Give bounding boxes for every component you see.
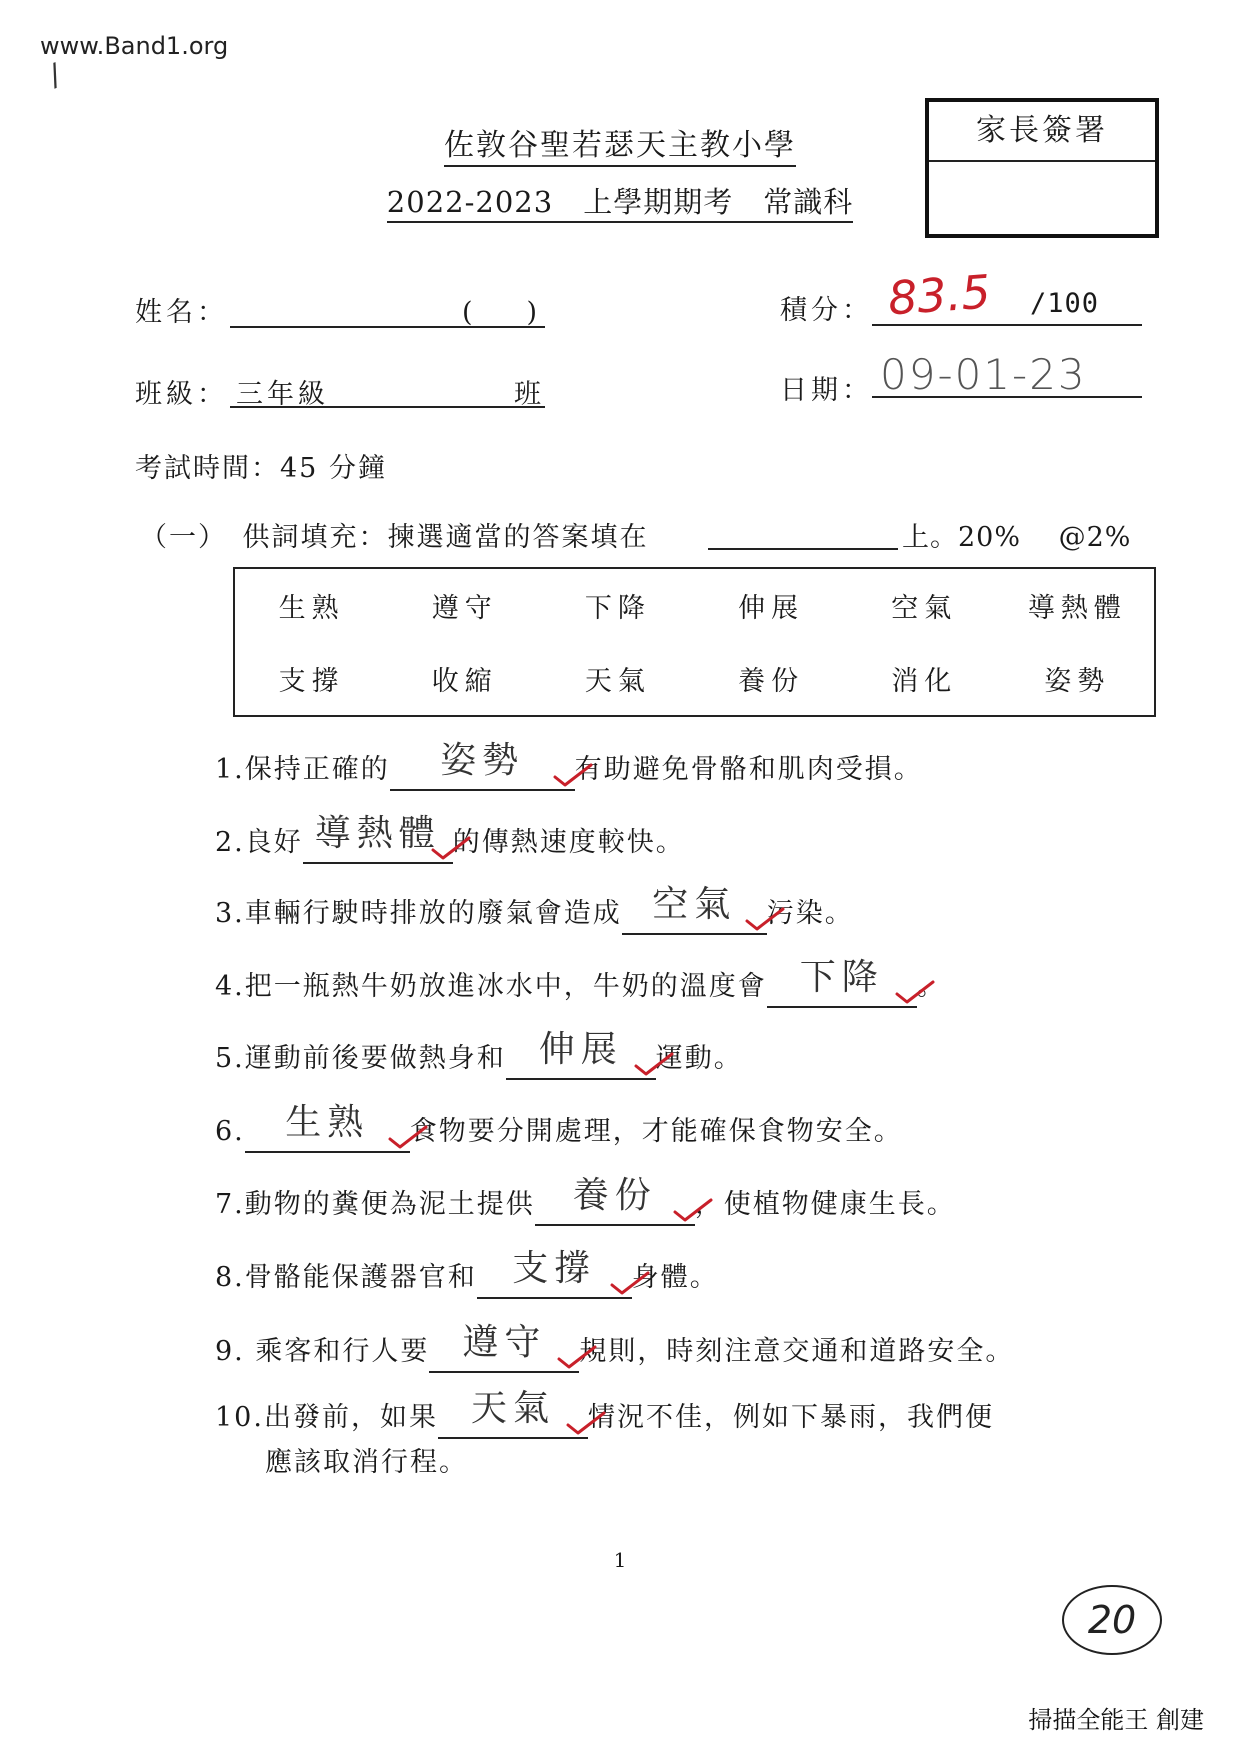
section1-title: （一） 供詞填充：揀選適當的答案填在 xyxy=(140,522,649,553)
question-number: 3. xyxy=(215,898,245,929)
watermark: www.Band1.org xyxy=(40,32,229,60)
exam-duration: 考試時間：45 分鐘 xyxy=(135,453,387,484)
red-check-mark xyxy=(895,980,935,1004)
question-number: 9. xyxy=(215,1336,245,1367)
question-text-before: 把一瓶熱牛奶放進冰水中，牛奶的溫度會 xyxy=(244,971,767,1002)
handwritten-answer: 姿勢 xyxy=(440,740,525,781)
answer-blank[interactable] xyxy=(245,1100,410,1153)
exam-title: 2022-2023 上學期期考 常識科 xyxy=(0,180,1240,221)
class-number-paren: ( ) xyxy=(462,297,538,328)
word-bank-item: 伸展 xyxy=(738,593,805,624)
red-check-mark xyxy=(610,1271,650,1295)
handwritten-answer: 下降 xyxy=(799,957,884,998)
word-bank-item: 遵守 xyxy=(431,593,498,624)
question-text-before: 保持正確的 xyxy=(244,754,390,785)
question-text-after: 。 xyxy=(916,971,946,1002)
parent-signature-label: 家長簽署 xyxy=(929,102,1155,162)
question-text-before: 車輛行駛時排放的廢氣會造成 xyxy=(244,898,622,929)
question-9 xyxy=(215,1320,1014,1373)
page-number: 1 xyxy=(613,1548,627,1572)
question-number: 7. xyxy=(215,1189,245,1220)
question-text-before: 良好 xyxy=(244,827,303,858)
question-7 xyxy=(215,1173,956,1226)
handwritten-answer: 空氣 xyxy=(652,884,737,925)
question-text-before: 運動前後要做熱身和 xyxy=(244,1043,506,1074)
question-text-before: 出發前，如果 xyxy=(263,1402,438,1433)
red-check-mark xyxy=(566,1411,606,1435)
red-check-mark xyxy=(673,1198,713,1222)
class-suffix: 班 xyxy=(514,379,545,410)
question-number: 2. xyxy=(215,827,245,858)
answer-blank[interactable] xyxy=(477,1246,632,1299)
score-label: 積分： xyxy=(780,295,873,326)
section-score-circle: 20 xyxy=(1062,1585,1162,1655)
handwritten-answer: 支撐 xyxy=(512,1248,597,1289)
class-label: 班級： xyxy=(135,379,228,410)
scanner-watermark: 掃描全能王 創建 xyxy=(1028,1706,1204,1734)
answer-blank[interactable] xyxy=(438,1386,588,1439)
question-text-after: ，使植物健康生長。 xyxy=(694,1189,956,1220)
handwritten-answer: 天氣 xyxy=(470,1388,555,1429)
red-check-mark xyxy=(745,907,785,931)
red-check-mark xyxy=(431,836,471,860)
question-number: 1. xyxy=(215,754,245,785)
date-label: 日期： xyxy=(780,375,873,406)
question-text-after: 污染。 xyxy=(766,898,854,929)
question-6 xyxy=(215,1100,903,1153)
word-bank-item: 生熟 xyxy=(278,593,345,624)
question-10 xyxy=(215,1386,994,1439)
question-number: 6. xyxy=(215,1116,245,1147)
score-value: 83.5 xyxy=(886,264,993,326)
red-check-mark xyxy=(553,763,593,787)
word-bank-item: 天氣 xyxy=(584,666,651,697)
handwritten-answer: 伸展 xyxy=(538,1029,623,1070)
date-value: 09-01-23 xyxy=(880,350,1087,399)
word-bank-item: 空氣 xyxy=(891,593,958,624)
handwritten-answer: 遵守 xyxy=(462,1322,547,1363)
question-number: 5. xyxy=(215,1043,245,1074)
handwritten-answer: 導熱體 xyxy=(314,813,441,854)
school-name: 佐敦谷聖若瑟天主教小學 xyxy=(0,120,1240,164)
question-3 xyxy=(215,882,854,935)
question-text-after: 運動。 xyxy=(655,1043,743,1074)
word-bank-item: 消化 xyxy=(891,666,958,697)
question-text-before: 乘客和行人要 xyxy=(244,1336,430,1367)
red-check-mark xyxy=(634,1052,674,1076)
class-value: 三年級 xyxy=(236,379,329,410)
word-bank-item: 姿勢 xyxy=(1044,666,1111,697)
red-check-mark xyxy=(388,1125,428,1149)
answer-blank[interactable] xyxy=(767,955,917,1008)
question-text-after: 身體。 xyxy=(631,1262,719,1293)
pen-mark: / xyxy=(44,57,66,94)
handwritten-answer: 生熟 xyxy=(285,1102,370,1143)
question-text-after: 的傳熱速度較快。 xyxy=(452,827,685,858)
question-number: 10. xyxy=(215,1402,264,1433)
question-1 xyxy=(215,738,923,791)
section1-title-blank xyxy=(708,518,898,550)
score-total: /100 xyxy=(1030,288,1100,319)
question-text-before: 骨骼能保護器官和 xyxy=(244,1262,477,1293)
question-text-after: 食物要分開處理，才能確保食物安全。 xyxy=(409,1116,903,1147)
question-text-before: 動物的糞便為泥土提供 xyxy=(244,1189,535,1220)
answer-blank[interactable] xyxy=(622,882,767,935)
name-label: 姓名： xyxy=(135,297,228,328)
parent-signature-box xyxy=(925,98,1159,238)
word-bank xyxy=(233,567,1156,717)
question-5 xyxy=(215,1027,743,1080)
question-text-after: 有助避免骨骼和肌肉受損。 xyxy=(574,754,923,785)
word-bank-item: 支撐 xyxy=(278,666,345,697)
handwritten-answer: 養份 xyxy=(572,1175,657,1216)
question-8 xyxy=(215,1246,719,1299)
question-text-after: 情況不佳，例如下暴雨，我們便 xyxy=(587,1402,994,1433)
answer-blank[interactable] xyxy=(429,1320,579,1373)
question-2 xyxy=(215,811,685,864)
question-10-line2: 應該取消行程。 xyxy=(265,1447,468,1478)
word-bank-item: 收縮 xyxy=(431,666,498,697)
word-bank-item: 導熱體 xyxy=(1027,593,1127,624)
question-text-after: 規則，時刻注意交通和道路安全。 xyxy=(579,1336,1015,1367)
question-number: 4. xyxy=(215,971,245,1002)
answer-blank[interactable] xyxy=(506,1027,656,1080)
word-bank-item: 下降 xyxy=(584,593,651,624)
answer-blank[interactable] xyxy=(303,811,453,864)
section1-marks: 上。20% @2% xyxy=(902,522,1132,553)
question-number: 8. xyxy=(215,1262,245,1293)
answer-blank[interactable] xyxy=(390,738,575,791)
word-bank-item: 養份 xyxy=(738,666,805,697)
question-4 xyxy=(215,955,946,1008)
red-check-mark xyxy=(557,1345,597,1369)
answer-blank[interactable] xyxy=(535,1173,695,1226)
